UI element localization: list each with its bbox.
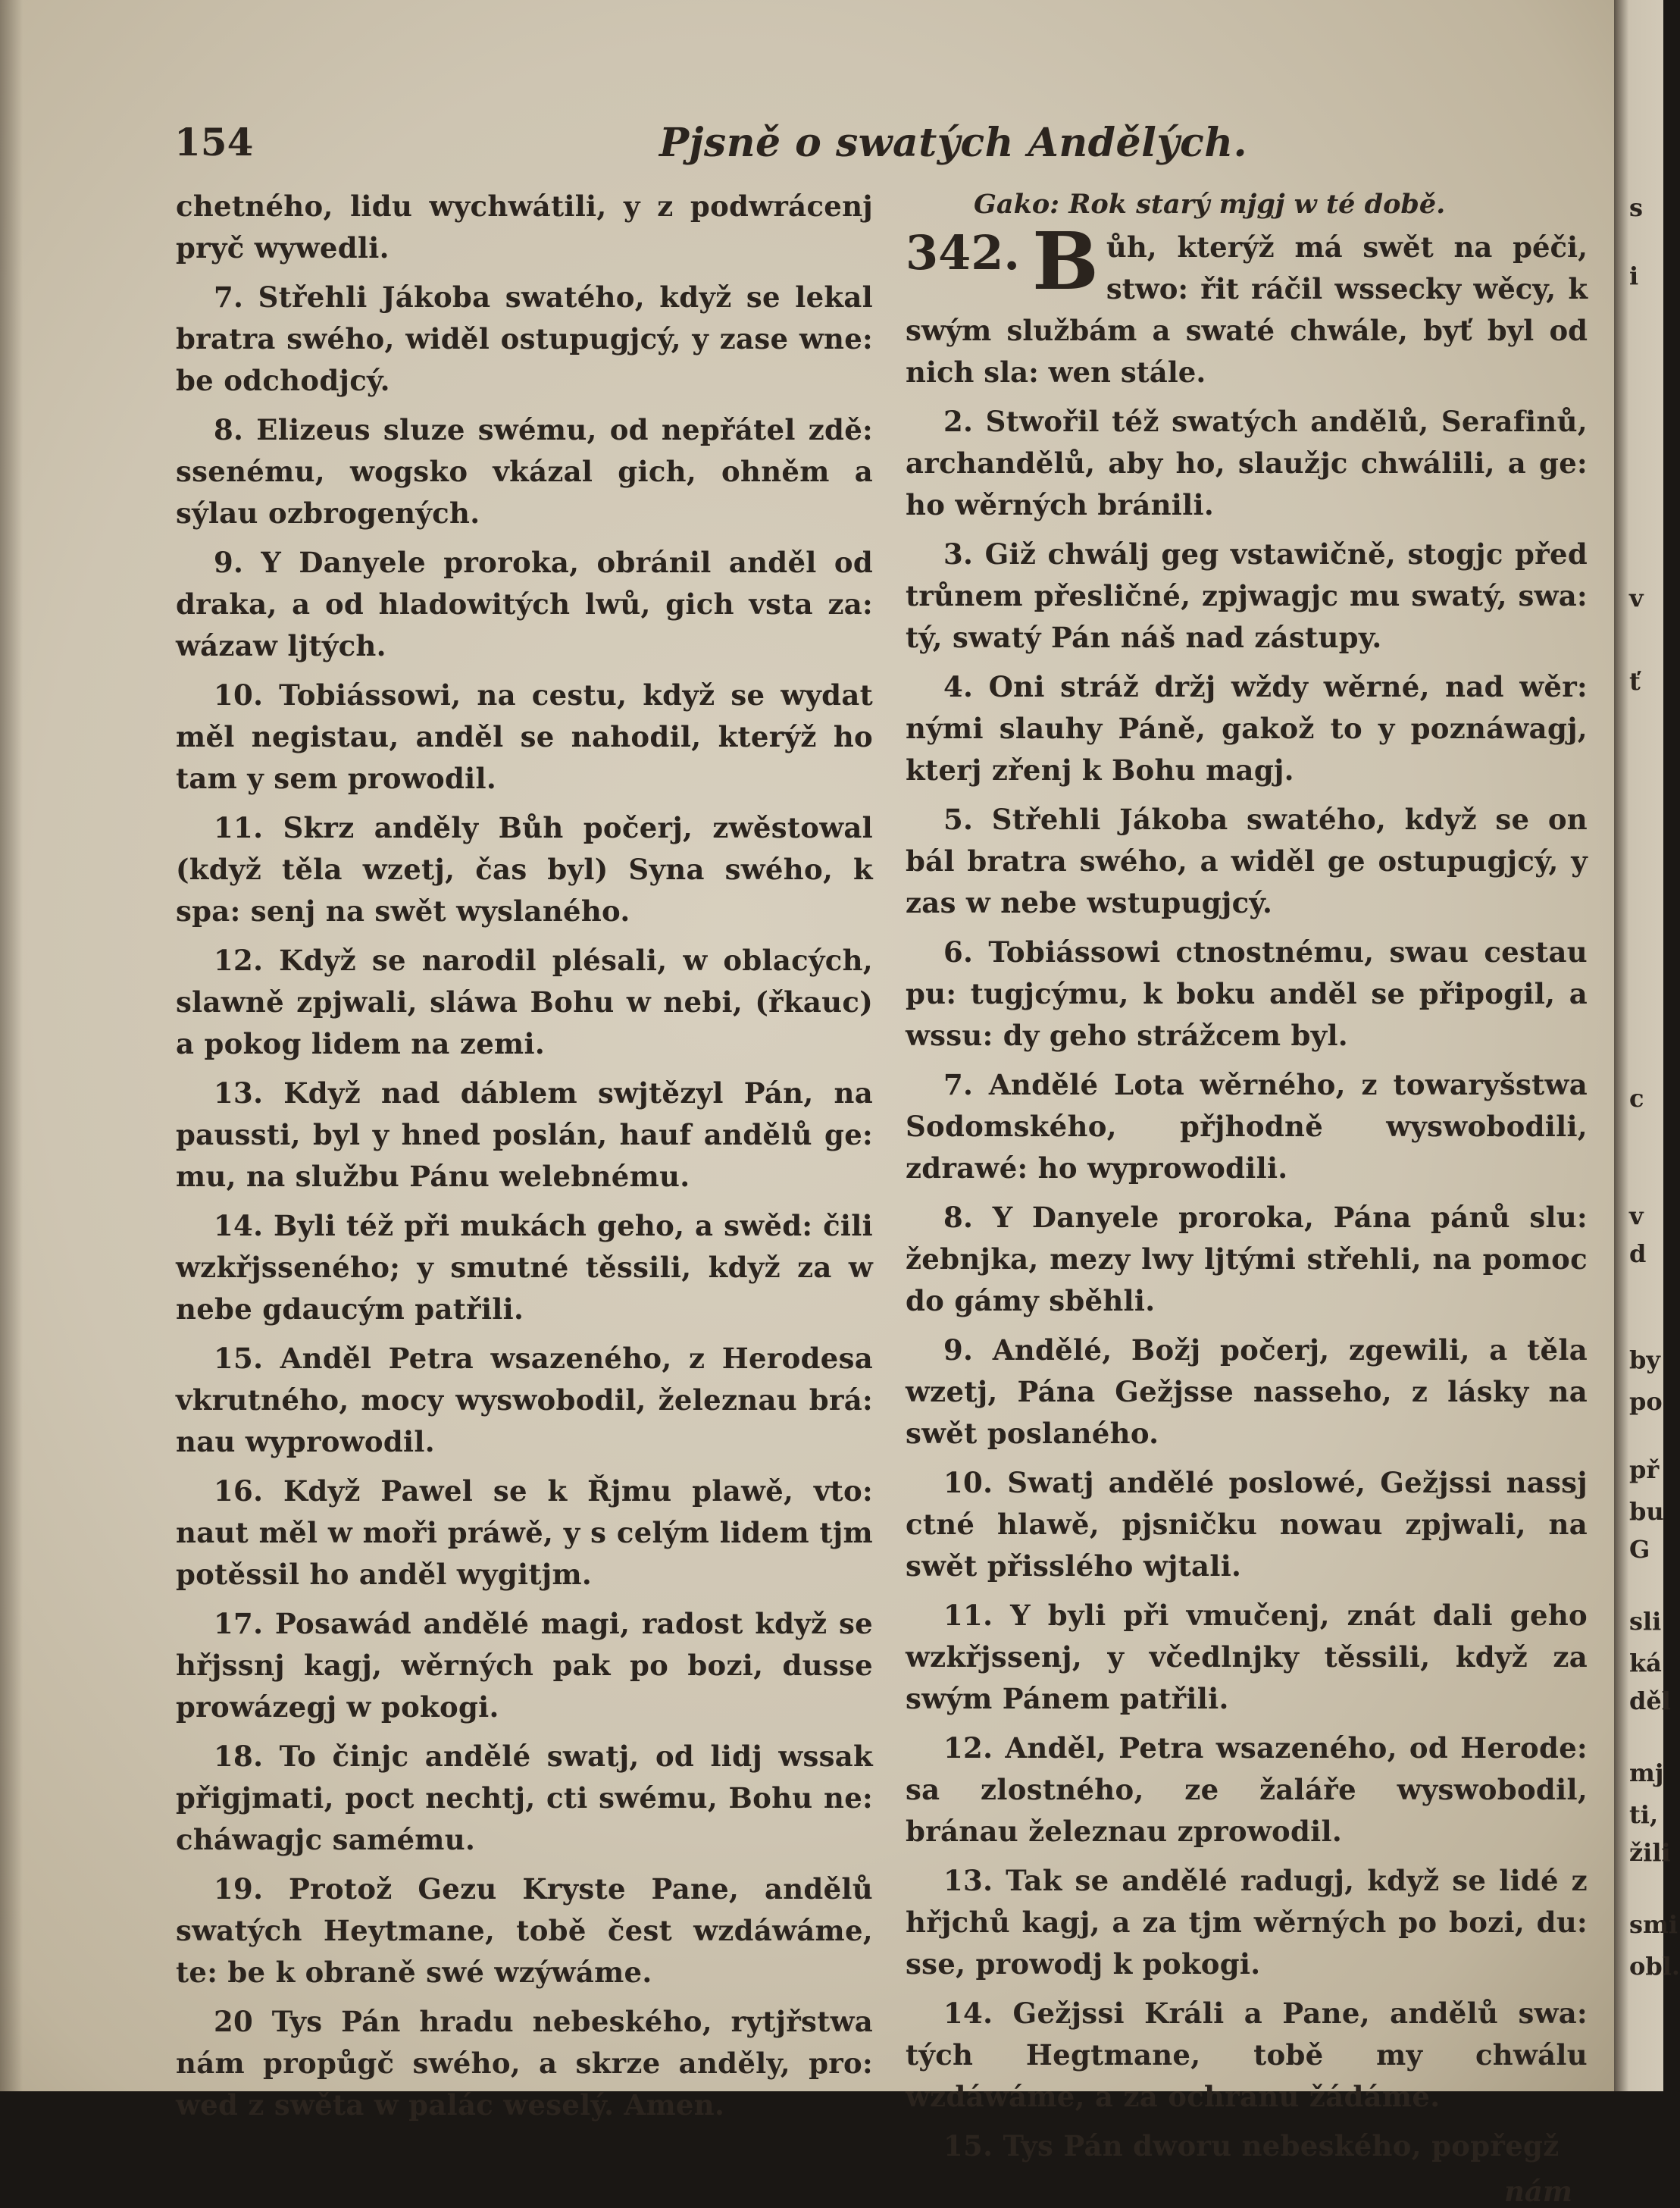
verse-19: 19. Protož Gezu Kryste Pane, andělů swatých Heytmane, tobě čest wzdáwáme, te: be k obraně swé wzýwáme. (176, 1872, 873, 1989)
verse-2: 2. Stwořil též swatých andělů, Serafinů, archandělů, aby ho, slaužjc chwálili, a ge: ho wěrných bránili. (906, 405, 1588, 521)
verse-12: 12. Když se narodil plésali, w oblacých, slawně zpjwali, sláwa Bohu w nebi, (řkauc) a pokog lidem na zemi. (176, 944, 873, 1060)
verse-9: 9. Y Danyele proroka, obránil anděl od draka, a od hladowitých lwů, gich vsta za: wázaw ljtých. (176, 546, 873, 662)
verse-15: 15. Anděl Petra wsazeného, z Herodesa vkrutného, mocy wyswobodil, železnau brá: nau wyprowodil. (176, 1342, 873, 1458)
verse-8: 8. Y Danyele proroka, Pána pánů slu: žebnjka, mezy lwy ljtými střehli, na pomoc do gámy sběhli. (906, 1201, 1588, 1317)
hymn-number: 342. (906, 225, 1021, 280)
hymn-342-first-verse (906, 215, 1588, 393)
hymn-first-verse-text: ůh, kterýž má swět na péči, stwo: řit ráčil wssecky wěcy, k swým službám a swaté chwále, byť byl od nich sla: wen stále. (906, 230, 1588, 389)
drop-cap: B (1032, 215, 1099, 308)
left-column (176, 186, 873, 2122)
verse-14: 14. Byli též při mukách geho, a swěd: čili wzkřjsseného; y smutné těssili, když za w nebe gdaucým patřili. (176, 1209, 873, 1326)
fragment: s (1629, 193, 1644, 222)
fragment: d (1629, 1239, 1647, 1268)
fragment: G (1629, 1535, 1650, 1564)
verse-7: 7. Střehli Jákoba swatého, když se lekal bratra swého, widěl ostupugjcý, y zase wne: be odchodjcý. (176, 280, 873, 397)
melody-note: Gako: Rok starý mjgj w té době. (974, 189, 1446, 220)
verse-11: 11. Y byli při vmučenj, znát dali geho wzkřjssenj, y včedlnjky těssili, když za swým Pánem patřili. (906, 1599, 1588, 1715)
next-page-edge (1614, 0, 1680, 2091)
fragment: v (1629, 584, 1644, 612)
verse-6: 6. Tobiássowi ctnostnému, swau cestau pu: tugjcýmu, k boku anděl se připogil, a wssu: dy geho strážcem byl. (906, 935, 1588, 1052)
fragment: žili (1629, 1838, 1671, 1867)
fragment: po (1629, 1387, 1663, 1416)
verse-7: 7. Andělé Lota wěrného, z towaryšstwa Sodomského, přjhodně wyswobodili, zdrawé: ho wyprowodili. (906, 1068, 1588, 1185)
right-column (906, 186, 1588, 2208)
verse-8: 8. Elizeus sluze swému, od nepřátel zdě: ssenému, wogsko vkázal gich, ohněm a sýlau ozbrogených. (176, 413, 873, 530)
verse-18: 18. To činjc andělé swatj, od lidj wssak přigjmati, poct nechtj, cti swému, Bohu ne: cháwagjc samému. (176, 1740, 873, 1856)
verse-13: 13. Tak se andělé radugj, když se lidé z hřjchů kagj, a za tjm wěrných po bozi, du: sse, prowodj k pokogi. (906, 1864, 1588, 1981)
verse-9: 9. Andělé, Božj počerj, zgewili, a těla wzetj, Pána Gežjsse nasseho, z lásky na swět poslaného. (906, 1333, 1588, 1450)
verse-12: 12. Anděl, Petra wsazeného, od Herode: sa zlostného, ze žaláře wyswobodil, bránau železnau zprowodil. (906, 1731, 1588, 1848)
fragment: sli (1629, 1607, 1662, 1636)
catchword: nám (1503, 2175, 1572, 2208)
verse-4: 4. Oni stráž držj wždy wěrné, nad wěr: nými slauhy Páně, gakož to y poznáwagj, kterj zřenj k Bohu magj. (906, 670, 1588, 787)
fragment: ť (1629, 667, 1641, 696)
fragment: ti, (1629, 1800, 1659, 1829)
fragment: děl (1629, 1687, 1671, 1715)
verse-14: 14. Gežjssi Králi a Pane, andělů swa: tých Hegtmane, tobě my chwálu wzdáwáme, a za ochranu žádáme. (906, 1997, 1588, 2113)
verse-10: 10. Swatj andělé poslowé, Gežjssi nassj ctné hlawě, pjsničku nowau zpjwali, na swět přisslého wjtali. (906, 1466, 1588, 1583)
verse-5: 5. Střehli Jákoba swatého, když se on bál bratra swého, a widěl ge ostupugjcý, y zas w nebe wstupugjcý. (906, 803, 1588, 919)
verse-10: 10. Tobiássowi, na cestu, když se wydat měl negistau, anděl se nahodil, kterýž ho tam y sem prowodil. (176, 678, 873, 795)
verse-11: 11. Skrz anděly Bůh počerj, zwěstowal (když těla wzetj, čas byl) Syna swého, k spa: senj na swět wyslaného. (176, 811, 873, 928)
running-title: Pjsně o swatých Andělých. (659, 120, 1248, 166)
fragment: i (1629, 262, 1639, 290)
page-header (174, 120, 1584, 173)
fragment: obl. (1629, 1952, 1680, 1981)
verse-17: 17. Posawád andělé magi, radost když se hřjssnj kagj, wěrných pak po bozi, dusse prowázegj w pokogi. (176, 1607, 873, 1724)
verse-15: 15. Tys Pán dworu nebeského, popřegž (943, 2129, 1560, 2163)
fragment: by (1629, 1345, 1660, 1374)
verse-continuation: chetného, lidu wychwátili, y z podwrácenj pryč wywedli. (176, 189, 873, 265)
fragment: bu (1629, 1497, 1664, 1526)
fragment: smi (1629, 1910, 1678, 1939)
fragment: v (1629, 1201, 1644, 1230)
page-number: 154 (174, 120, 254, 164)
fragment: mj (1629, 1759, 1664, 1787)
verse-13: 13. Když nad dáblem swjtězyl Pán, na paussti, byl y hned poslán, hauf andělů ge: mu, na službu Pánu welebnému. (176, 1076, 873, 1193)
fragment: ká (1629, 1649, 1662, 1677)
fragment: c (1629, 1084, 1644, 1113)
verse-20: 20 Tys Pán hradu nebeského, rytjřstwa nám propůgč swého, a skrze anděly, pro: wed z swěta w palác weselý. Amen. (176, 2005, 873, 2122)
verse-3: 3. Giž chwálj geg vstawičně, stogjc před trůnem přeslіčné, zpjwagjc mu swatý, swa: tý, swatý Pán náš nad zástupy. (906, 537, 1588, 654)
verse-16: 16. Když Pawel se k Řjmu plawě, vto: naut měl w moři práwě, y s celým lidem tjm potěssil ho anděl wygitjm. (176, 1474, 873, 1591)
fragment: př (1629, 1455, 1660, 1484)
